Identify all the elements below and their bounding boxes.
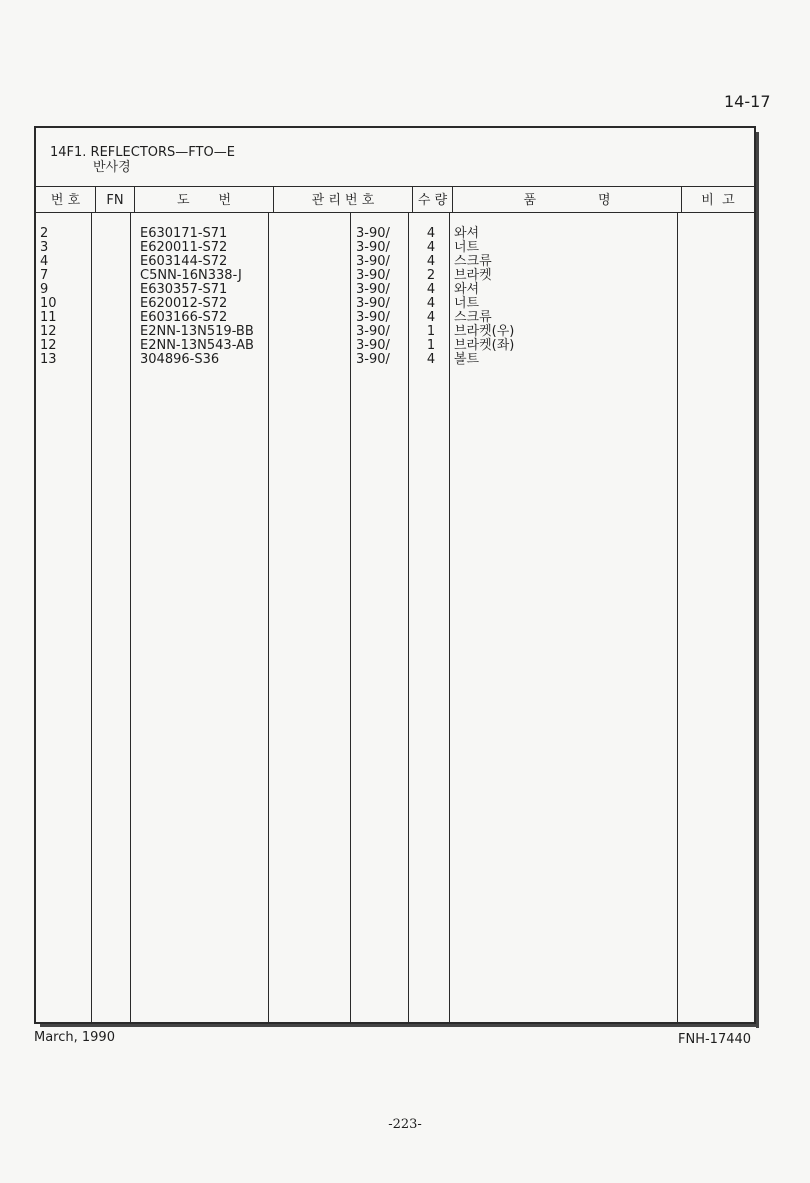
frame-shadow-right — [756, 132, 759, 1028]
table-row — [36, 255, 754, 269]
page-number: 14-17 — [724, 92, 771, 111]
footer-date: March, 1990 — [34, 1030, 115, 1045]
management-number: 3-90/ — [356, 310, 390, 325]
drawing-number: E2NN-13N519-BB — [140, 324, 254, 339]
item-number: 2 — [40, 226, 49, 241]
management-number: 3-90/ — [356, 254, 390, 269]
part-name: 브라켓(좌) — [454, 338, 515, 353]
management-number: 3-90/ — [356, 324, 390, 339]
part-name: 볼트 — [454, 352, 480, 367]
table-row — [36, 325, 754, 339]
quantity: 4 — [426, 352, 436, 367]
bottom-page-number: -223- — [388, 1117, 422, 1132]
part-name: 브라켓(우) — [454, 324, 515, 339]
quantity: 1 — [426, 324, 436, 339]
drawing-number: E620011-S72 — [140, 240, 228, 255]
drawing-number: E620012-S72 — [140, 296, 228, 311]
item-number: 12 — [40, 338, 57, 353]
item-number: 4 — [40, 254, 49, 269]
header-management: 관 리 번 호 — [311, 193, 375, 208]
drawing-number: E603144-S72 — [140, 254, 228, 269]
quantity: 4 — [426, 282, 436, 297]
drawing-number: C5NN-16N338-J — [140, 268, 242, 283]
table-row — [36, 297, 754, 311]
table-row — [36, 241, 754, 255]
parts-rows — [36, 227, 754, 367]
footer-doc-id: FNH-17440 — [678, 1032, 752, 1047]
table-row — [36, 311, 754, 325]
quantity: 4 — [426, 310, 436, 325]
drawing-number: E630171-S71 — [140, 226, 228, 241]
part-name: 스크류 — [454, 254, 492, 269]
table-row — [36, 283, 754, 297]
quantity: 2 — [426, 268, 436, 283]
header-fn: FN — [106, 193, 124, 208]
item-number: 10 — [40, 296, 57, 311]
header-remarks: 비 고 — [701, 193, 735, 208]
item-number: 11 — [40, 310, 57, 325]
drawing-number: E603166-S72 — [140, 310, 228, 325]
part-name: 와셔 — [454, 282, 480, 297]
management-number: 3-90/ — [356, 352, 390, 367]
header-name: 품 명 — [523, 193, 611, 208]
management-number: 3-90/ — [356, 268, 390, 283]
header-top-rule — [36, 186, 754, 187]
item-number: 7 — [40, 268, 49, 283]
item-number: 3 — [40, 240, 49, 255]
drawing-number: 304896-S36 — [140, 352, 220, 367]
part-name: 와셔 — [454, 226, 480, 241]
management-number: 3-90/ — [356, 226, 390, 241]
item-number: 13 — [40, 352, 57, 367]
table-row — [36, 339, 754, 353]
header-qty: 수 량 — [417, 193, 448, 208]
header-drawing: 도 번 — [176, 193, 232, 208]
title-korean: 반사경 — [93, 160, 131, 175]
item-number: 12 — [40, 324, 57, 339]
management-number: 3-90/ — [356, 338, 390, 353]
header-no: 번 호 — [50, 193, 81, 208]
quantity: 4 — [426, 254, 436, 269]
management-number: 3-90/ — [356, 296, 390, 311]
frame-shadow-bottom — [40, 1024, 759, 1027]
table-row — [36, 227, 754, 241]
part-name: 너트 — [454, 240, 480, 255]
quantity: 4 — [426, 240, 436, 255]
quantity: 4 — [426, 296, 436, 311]
part-name: 너트 — [454, 296, 480, 311]
part-name: 브라켓 — [454, 268, 492, 283]
header-bottom-rule — [36, 212, 754, 213]
quantity: 1 — [426, 338, 436, 353]
title-code: 14F1. REFLECTORS—FTO—E — [50, 145, 235, 160]
parts-table-frame — [34, 126, 756, 1024]
table-title — [50, 145, 235, 175]
drawing-number: E630357-S71 — [140, 282, 228, 297]
table-row — [36, 269, 754, 283]
drawing-number: E2NN-13N543-AB — [140, 338, 254, 353]
management-number: 3-90/ — [356, 240, 390, 255]
item-number: 9 — [40, 282, 49, 297]
table-row — [36, 353, 754, 367]
part-name: 스크류 — [454, 310, 492, 325]
quantity: 4 — [426, 226, 436, 241]
management-number: 3-90/ — [356, 282, 390, 297]
